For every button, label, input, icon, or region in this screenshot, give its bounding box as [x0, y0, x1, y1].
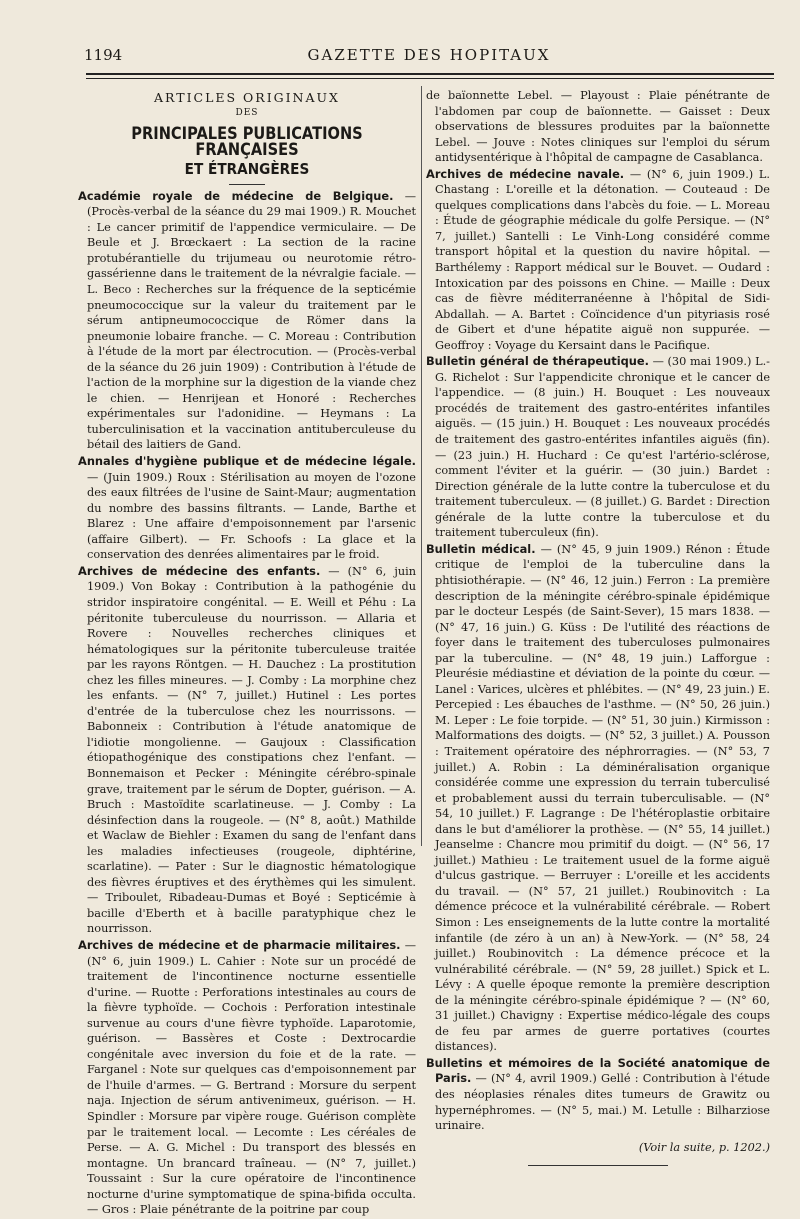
entry-text: — (N° 45, 9 juin 1909.) Rénon : Étude critique de l'emploi de la tuberculine dans la phtisiothérapie. — (N° 46, 12 juin.) Ferron : La première description de la méningite cérébro-spinale épidémique par le docteur Lespés (de Saint-Sever), 15 mars 1838. — (N° 47, 16 juin.) G. Küss : De l'utilité des réactions de foyer dans le traitement des tuberculoses pulmonaires par la tuberculine. — (N° 48, 19 juin.) Lafforgue : Pleurésie médiastine et déviation de la pointe du cœur. — Lanel : Varices, ulcères et phlébites. — (N° 49, 23 juin.) E. Percepied : Les ébauches de l'asthme. — (N° 50, 26 juin.) M. Leper : Le foie torpide. — (N° 51, 30 juin.) Kirmisson : Malformations des doigts. — (N° 52, 3 juillet.) A. Pousson : Traitement opératoire des néphrorragies. — (N° 53, 7 juillet.) A. Robin : La déminéralisation organique considérée comme une expression du terrain tuberculisé et probablement aussi du terrain tuberculisable. — (N° 54, 10 juillet.) F. Lagrange : De l'hétéroplastie orbitaire dans le but d'améliorer la prothèse. — (N° 55, 14 juillet.) Jeanselme : Chancre mou primitif du doigt. — (N° 56, 17 juillet.) Mathieu : Le traitement usuel de la forme aiguë d'ulcus gastrique. — Berruyer : L'oreille et les accidents du travail. — (N° 57, 21 juillet.) Roubinovitch : La démence précoce et la vulnérabilité cérébrale. — Robert Simon : Les enseignements de la lutte contre la mortalité infantile (de zéro à un an) à New-York. — (N° 58, 24 juillet.) Roubinovitch : La démence précoce et la vulnérabilité cérébrale. — (N° 59, 28 juillet.) Spick et L. Lévy : A quelle époque remonte la première description de la méningite cérébro-spinale épidémique ? — (N° 60, 31 juillet.) Chavigny : Expertise médico-légale des coups de feu par armes de guerre portatives (courtes distances). — [435, 542, 770, 1054]
page-header — [84, 46, 774, 70]
entry — [426, 88, 770, 166]
entry-heading: Annales d'hygiène publique et de médecine légale. — [78, 454, 416, 469]
header-rule-thick — [86, 73, 774, 75]
entry-heading: Archives de médecine et de pharmacie militaires. — [78, 937, 401, 952]
entry — [426, 1056, 770, 1134]
entry-text: — (N° 6, juin 1909.) L. Cahier : Note sur un procédé de traitement de l'incontinence nocturne essentielle d'urine. — Ruotte : Perforations intestinales au cours de la fièvre typhoïde. — Cochois : Perforation intestinale survenue au cours d'une fièvre typhoïde. Laparotomie, guérison. — Bassères et Coste : Dextrocardie congénitale avec inversion du foie et de la rate. — Farganel : Note sur quelques cas d'empoisonnement par de l'huile d'armes. — G. Bertrand : Morsure du serpent naja. Injection de sérum antivenimeux, guérison. — H. Spindler : Morsure par vipère rouge. Guérison complète par le traitement local. — Lecomte : Les céréales de Perse. — A. G. Michel : Du transport des blessés en montagne. Un brancard traîneau. — (N° 7, juillet.) Toussaint : Sur la cure opératoire de l'incontinence nocturne d'urine symptomatique de spina-bifida occulta. — Gros : Plaie pénétrante de la poitrine par coup — [87, 938, 416, 1217]
entry-heading: Bulletin général de thérapeutique. — [426, 354, 649, 369]
entry-text: — (N° 4, avril 1909.) Gellé : Contribution à l'étude des néoplasies rénales dites tumeurs de Grawitz ou hypernéphromes. — (N° 5, mai.) M. Letulle : Bilharziose urinaire. — [435, 1072, 770, 1133]
page-number: 1194 — [84, 46, 123, 64]
journal-title: GAZETTE DES HOPITAUX — [307, 46, 551, 64]
left-column — [78, 88, 416, 1219]
entry-heading: Archives de médecine navale. — [426, 166, 625, 181]
entry-text: de baïonnette Lebel. — Playoust : Plaie pénétrante de l'abdomen par coup de baïonnette. — Gaisset : Deux observations de blessures produites par la baïonnette Lebel. — Jouve : Notes cliniques sur l'emploi du sérum antidysentérique à l'hôpital de campagne de Casablanca. — [426, 89, 770, 165]
entry — [78, 189, 416, 453]
end-ornament-rule — [528, 1165, 668, 1166]
entry-text: — (Juin 1909.) Roux : Stérilisation au moyen de l'ozone des eaux filtrées de l'usine de Saint-Maur; augmentation du nombre des bassins filtrants. — Lande, Barthe et Blarez : Une affaire d'empoisonnement par l'arsenic (affaire Gilbert). — Fr. Schoofs : La glace et la conservation des denrées alimentaires par le froid. — [87, 470, 416, 562]
continuation-note: (Voir la suite, p. 1202.) — [638, 1140, 770, 1154]
entry-text: — (30 mai 1909.) L.-G. Richelot : Sur l'appendicite chronique et le cancer de l'appendice. — (8 juin.) H. Bouquet : Les nouveaux procédés de traitement des gastro-entérites infantiles aiguës. — (15 juin.) H. Bouquet : Les nouveaux procédés de traitement des gastro-entérites infantiles aiguës (fin). — (23 juin.) H. Huchard : Ce qu'est l'artério-sclérose, comment l'éviter et la guérir. — (30 juin.) Bardet : Direction générale de la lutte contre la tuberculose et du traitement tuberculeux. — (8 juillet.) G. Bardet : Direction générale de la lutte contre la tuberculose et du traitement tuberculeux (fin). — [435, 355, 770, 540]
header-rule-thin — [86, 78, 774, 79]
section-title-line3: PRINCIPALES PUBLICATIONS FRANÇAISES — [131, 124, 363, 160]
right-column — [426, 88, 770, 1166]
column-divider — [421, 86, 422, 846]
entry-text: — (N° 6, juin 1909.) Von Bokay : Contribution à la pathogénie du stridor inspiratoire congénital. — E. Weill et Péhu : La péritonite tuberculeuse du nourrisson. — Allaria et Rovere : Nouvelles recherches cliniques et hématologiques sur la péritonite tuberculeuse traitée par les rayons Röntgen. — H. Dauchez : La prostitution chez les filles mineures. — J. Comby : La morphine chez les enfants. — (N° 7, juillet.) Hutinel : Les portes d'entrée de la tuberculose chez les nourrissons. — Babonneix : Contribution à l'étude anatomique de l'idiotie mongolienne. — Gaujoux : Classification étiopathogénique des constipations chez l'enfant. — Bonnemaison et Pecker : Méningite cérébro-spinale grave, traitement par le sérum de Dopter, guérison. — A. Bruch : Mastoïdite scarlatineuse. — J. Comby : La désinfection dans la rougeole. — (N° 8, août.) Mathilde et Waclaw de Biehler : Examen du sang de l'enfant dans les maladies infectieuses (rougeole, diphtérine, scarlatine). — Pater : Sur le diagnostic hématologique des fièvres éruptives et des érythèmes qui les simulent. — Triboulet, Ribadeau-Dumas et Boyé : Septicémie à bacille d'Eberth et à bacille paratyphique chez le nourrisson. — [87, 564, 416, 936]
entry — [78, 564, 416, 937]
entry — [426, 167, 770, 354]
entry — [78, 938, 416, 1218]
entry-text: — (N° 6, juin 1909.) L. Chastang : L'oreille et la détonation. — Couteaud : De quelques complications dans l'abcès du foie. — L. Moreau : Étude de géographie médicale du golfe Persique. — (N° 7, juillet.) Santelli : Le Vinh-Long considéré comme transport hôpital et la question du navire hôpital. — Barthélemy : Rapport médical sur le Bouvet. — Oudard : Intoxication par des poissons en Chine. — Maille : Deux cas de fièvre méditerranéenne à l'hôpital de Sidi-Abdallah. — A. Bartet : Coïncidence d'un pityriasis rosé de Gibert et d'une hépatite aiguë non suppurée. — Geoffroy : Voyage du Kersaint dans le Pacifique. — [435, 167, 771, 352]
section-title-line1: ARTICLES ORIGINAUX — [154, 90, 340, 105]
section-title-line4: ET ÉTRANGÈRES — [184, 160, 310, 179]
entry-heading: Bulletin médical. — [426, 541, 536, 556]
title-divider — [229, 184, 265, 185]
entry — [78, 454, 416, 563]
entry — [426, 354, 770, 541]
entry-text: — (Procès-verbal de la séance du 29 mai 1909.) R. Mouchet : Le cancer primitif de l'appendice vermiculaire. — De Beule et J. Brœckaert : La section de la racine protubérantielle du trijumeau ou neurotomie rétro-gassérienne dans le traitement de la névralgie faciale. — L. Beco : Recherches sur la fréquence de la septicémie pneumococcique sur la valeur du traitement par le sérum antipneumococcique de Römer dans la pneumonie lobaire franche. — C. Moreau : Contribution à l'étude de la mort par électrocution. — (Procès-verbal de la séance du 26 juin 1909) : Contribution à l'étude de l'action de la morphine sur la digestion de la viande chez le chien. — Henrijean et Honoré : Recherches expérimentales sur l'adonidine. — Heymans : La tuberculinisation et la vaccination antituberculeuse du bétail des laitiers de Gand. — [87, 189, 416, 452]
entry-heading: Académie royale de médecine de Belgique. — [78, 188, 394, 203]
entry-heading: Bulletins et mémoires de la Société anatomique de Paris. — [426, 1055, 770, 1086]
entry — [426, 542, 770, 1055]
entry-heading: Archives de médecine des enfants. — [78, 563, 321, 578]
section-title-line2: DES — [235, 107, 259, 118]
